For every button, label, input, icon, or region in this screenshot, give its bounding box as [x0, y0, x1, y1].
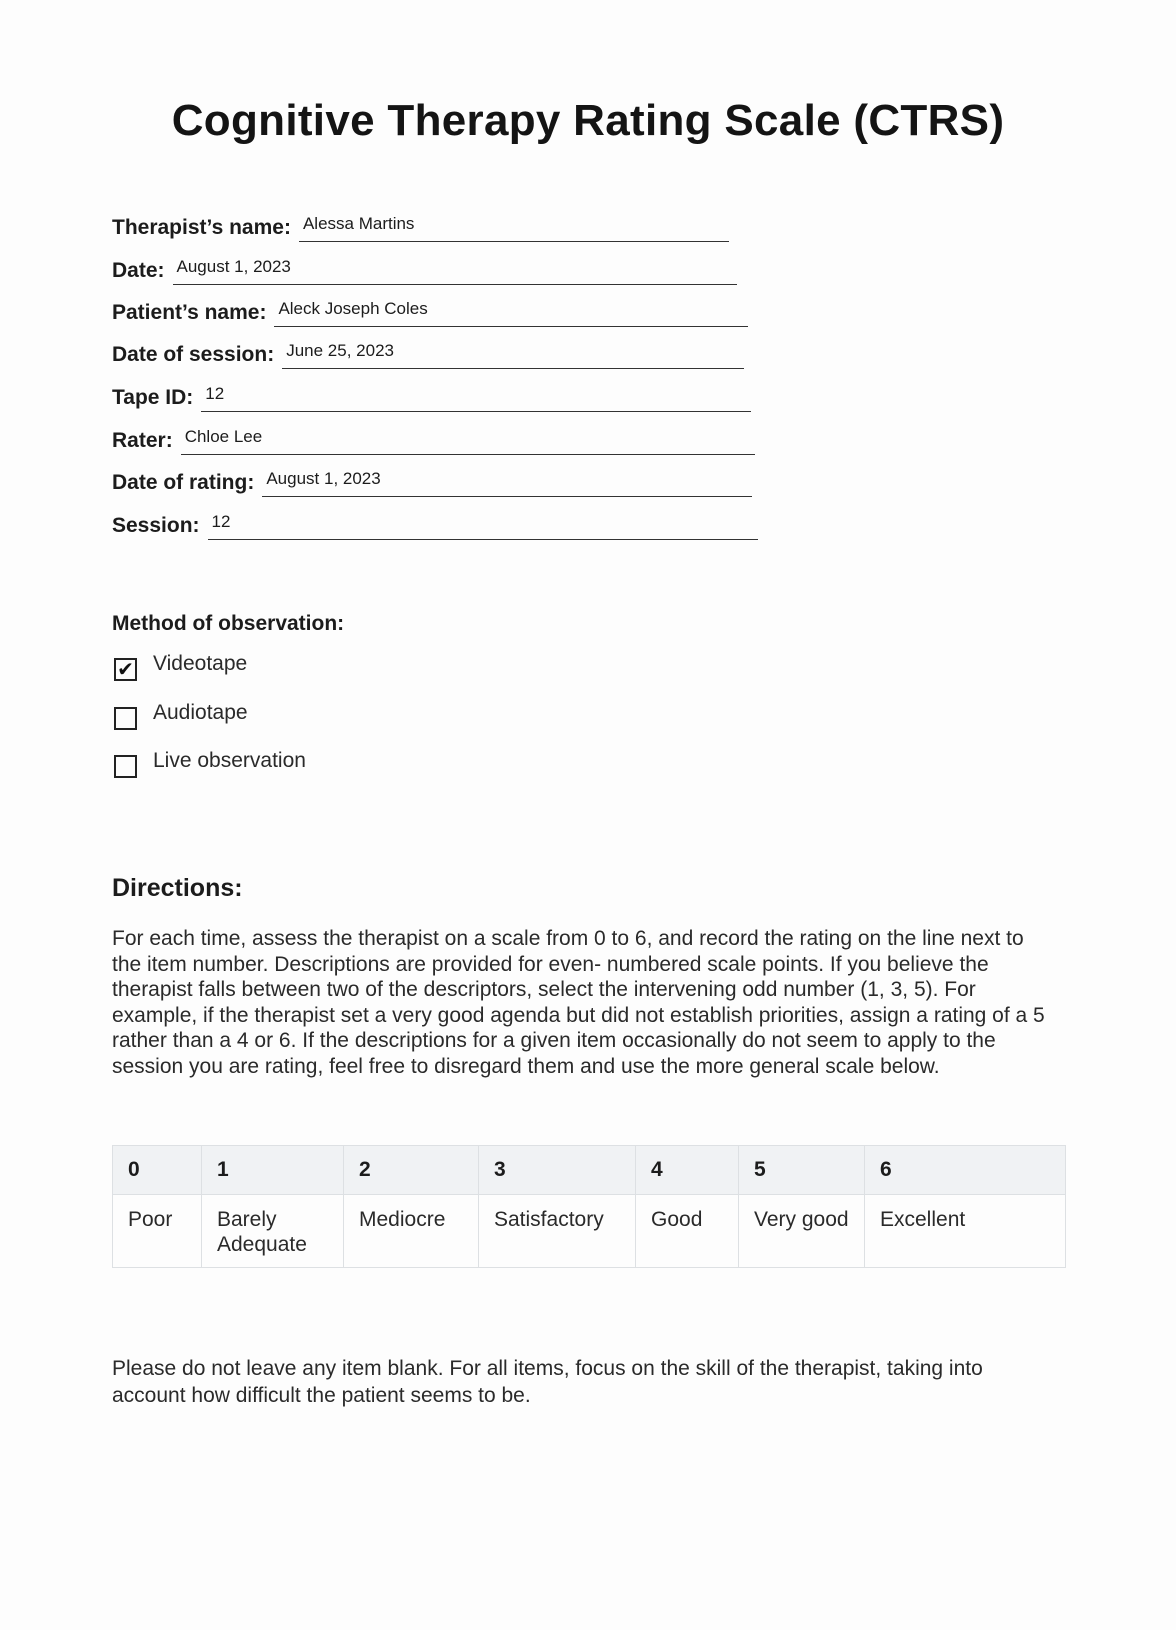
option-live-observation[interactable]: [114, 749, 306, 778]
date-label: Date:: [112, 259, 165, 282]
rating-scale-table: [112, 1145, 1066, 1268]
scale-label: Poor: [113, 1195, 202, 1268]
therapist-name-label: Therapist’s name:: [112, 216, 291, 239]
audiotape-checkbox[interactable]: [114, 707, 137, 730]
videotape-checkbox[interactable]: ✔: [114, 658, 137, 681]
date-of-rating-row: [112, 465, 752, 497]
patient-name-label: Patient’s name:: [112, 301, 267, 324]
date-field[interactable]: August 1, 2023: [173, 255, 737, 285]
scale-label: Satisfactory: [479, 1195, 636, 1268]
scale-number: 3: [479, 1146, 636, 1195]
scale-number: 0: [113, 1146, 202, 1195]
option-videotape[interactable]: [114, 652, 247, 681]
session-row: [112, 508, 758, 540]
footer-note: Please do not leave any item blank. For all items, focus on the skill of the therapist, taking into account how difficult the patient seems to be.: [112, 1357, 983, 1407]
rater-row: [112, 423, 755, 455]
tape-id-label: Tape ID:: [112, 386, 194, 409]
patient-name-row: [112, 295, 748, 327]
option-audiotape[interactable]: [114, 701, 248, 730]
date-of-session-field[interactable]: June 25, 2023: [282, 339, 744, 369]
date-of-rating-label: Date of rating:: [112, 471, 255, 494]
date-of-rating-field[interactable]: August 1, 2023: [262, 467, 752, 497]
tape-id-field[interactable]: 12: [201, 382, 751, 412]
session-field[interactable]: 12: [208, 510, 758, 540]
directions-title: Directions:: [112, 874, 243, 902]
scale-number: 2: [344, 1146, 479, 1195]
therapist-name-field[interactable]: Alessa Martins: [299, 212, 729, 242]
live-observation-label: Live observation: [153, 749, 306, 772]
directions-text: For each time, assess the therapist on a scale from 0 to 6, and record the rating on the line next to the item number. Descriptions are provided for even- numbered scale points. If you believe the therapist falls between two of the descriptors, select the intervening odd number (1, 3, 5). For example, if the therapist set a very good agenda but did not establish priorities, assign a rating of a 5 rather than a 4 or 6. If the descriptions for a given item occasionally do not seem to apply to the session you are rating, feel free to disregard them and use the more general scale below.: [112, 927, 1045, 1078]
method-of-observation-title: Method of observation:: [112, 612, 345, 635]
date-of-session-label: Date of session:: [112, 343, 275, 366]
scale-number: 1: [202, 1146, 344, 1195]
patient-name-field[interactable]: Aleck Joseph Coles: [274, 297, 748, 327]
scale-label: Barely Adequate: [202, 1195, 344, 1268]
scale-label-row: [113, 1195, 1066, 1268]
audiotape-label: Audiotape: [153, 701, 248, 724]
scale-number: 4: [636, 1146, 739, 1195]
scale-number: 6: [865, 1146, 1066, 1195]
live-observation-checkbox[interactable]: [114, 755, 137, 778]
scale-label: Excellent: [865, 1195, 1066, 1268]
scale-number: 5: [739, 1146, 865, 1195]
therapist-name-row: [112, 210, 729, 242]
session-label: Session:: [112, 514, 200, 537]
videotape-label: Videotape: [153, 652, 248, 675]
page-title: Cognitive Therapy Rating Scale (CTRS): [171, 96, 1005, 145]
date-row: [112, 253, 737, 285]
scale-label: Good: [636, 1195, 739, 1268]
scale-label: Very good: [739, 1195, 865, 1268]
rater-field[interactable]: Chloe Lee: [181, 425, 755, 455]
rater-label: Rater:: [112, 429, 173, 452]
tape-id-row: [112, 380, 751, 412]
date-of-session-row: [112, 337, 744, 369]
scale-label: Mediocre: [344, 1195, 479, 1268]
scale-number-row: [113, 1146, 1066, 1195]
